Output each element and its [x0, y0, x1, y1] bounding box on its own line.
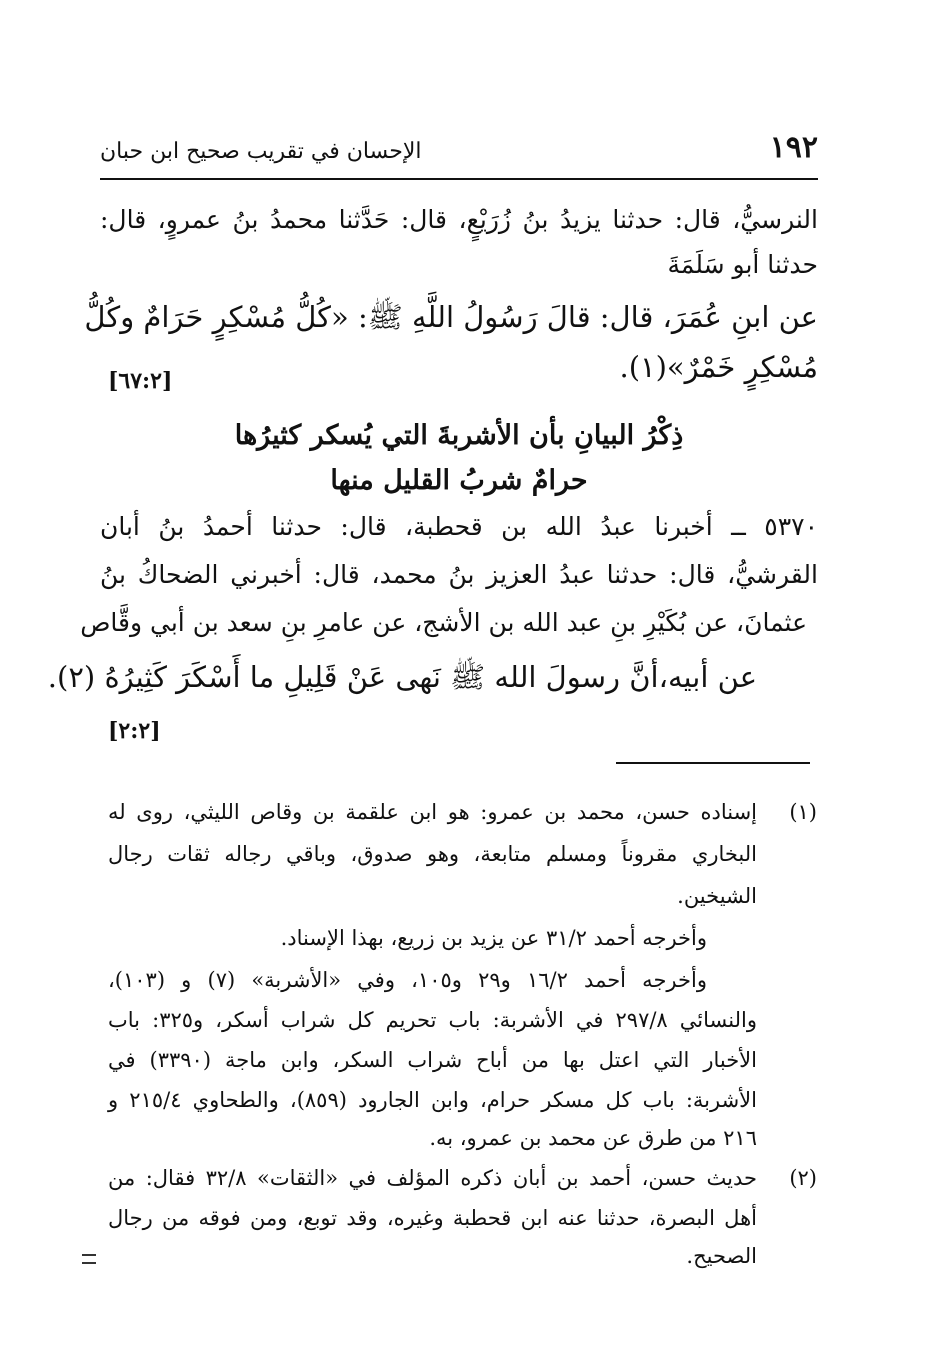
margin-mark	[82, 1254, 96, 1264]
footnote-1-line-3: الشيخين.	[677, 884, 757, 908]
footnote-2-line-1: حديث حسن، أحمد بن أبان ذكره المؤلف في «الثقات» ٣٢/٨ فقال: من	[108, 1166, 757, 1190]
page-header	[100, 128, 818, 168]
footnote-2-line-3: الصحيح.	[686, 1244, 757, 1268]
footnote-1-line-5: وأخرجه أحمد ١٦/٢ و٢٩ و١٠٥، وفي «الأشربة» (٧) و (١٠٣)،	[108, 968, 707, 992]
section-heading-line-2: حرامٌ شربُ القليل منها	[330, 465, 588, 496]
footnote-1-line-1: إسناده حسن، محمد بن عمرو: هو ابن علقمة بن وقاص الليثي، روى له	[108, 800, 757, 824]
body-line-1: النرسيُّ، قال: حدثنا يزيدُ بنُ زُرَيْعٍ، قال: حَدَّثنا محمدُ بنُ عمروٍ، قال:	[100, 205, 818, 234]
hadith-line-1: عن ابنِ عُمَرَ، قال: قالَ رَسُولُ اللَّهِ ﷺ: «كُلُّ مُسْكِرٍ حَرَامٌ وكُلُّ	[84, 300, 818, 334]
footnote-1-line-4: وأخرجه أحمد ٣١/٢ عن يزيد بن زريع، بهذا الإسناد.	[280, 926, 707, 950]
footnote-1-line-6: والنسائي ٢٩٧/٨ في الأشربة: باب تحريم كل شراب أسكر، و٣٢٥: باب	[108, 1008, 757, 1032]
reference-tag-2: [٢:٢]	[108, 718, 161, 744]
footnote-1-line-7: الأخبار التي اعتل بها من أباح شراب السكر، وابن ماجة (٣٣٩٠) في	[108, 1048, 757, 1072]
isnad-line-1: ٥٣٧٠ ــ أخبرنا عبدُ الله بن قحطبة، قال: حدثنا أحمدُ بنُ أبان	[100, 512, 818, 541]
reference-tag-1: [٦٧:٢]	[108, 368, 173, 394]
footnote-1-line-9: ٢١٦ من طرق عن محمد بن عمرو، به.	[429, 1126, 757, 1150]
footnote-1-line-2: البخاري مقروناً ومسلم متابعة، وهو صدوق، وباقي رجاله ثقات رجال	[108, 842, 757, 866]
body-line-2: حدثنا أبو سَلَمَةَ	[667, 250, 818, 279]
running-title: الإحسان في تقريب صحيح ابن حبان	[100, 139, 422, 164]
footnote-1-number: (١)	[789, 800, 817, 824]
isnad-line-3: عثمانَ، عن بُكَيْرِ بنِ عبد الله بن الأشج، عن عامرِ بنِ سعد بن أبي وقَّاص	[80, 608, 807, 637]
matn-line: عن أبيه،أنَّ رسولَ الله ﷺ نَهى عَنْ قَلِيلِ ما أَسْكَرَ كَثِيرُهُ (٢).	[47, 660, 757, 694]
header-rule	[100, 178, 818, 180]
footnote-2-line-2: أهل البصرة، حدثنا عنه ابن قحطبة وغيره، وقد توبع، ومن فوقه من رجال	[108, 1206, 757, 1230]
footnote-2-number: (٢)	[789, 1166, 817, 1190]
section-heading-line-1: ذِكْرُ البيانِ بأن الأشربةَ التي يُسكر كثيرُها	[234, 420, 684, 451]
isnad-line-2: القرشيُّ، قال: حدثنا عبدُ العزيز بنُ محمد، قال: أخبرني الضحاكُ بنُ	[100, 560, 818, 589]
hadith-line-2: مُسْكِرٍ خَمْرٌ»(١).	[619, 350, 818, 384]
page-number: ١٩٢	[769, 130, 818, 165]
footnote-1-line-8: الأشربة: باب كل مسكر حرام، وابن الجارود (٨٥٩)، والطحاوي ٢١٥/٤ و	[108, 1088, 757, 1112]
footnote-separator	[616, 762, 810, 764]
